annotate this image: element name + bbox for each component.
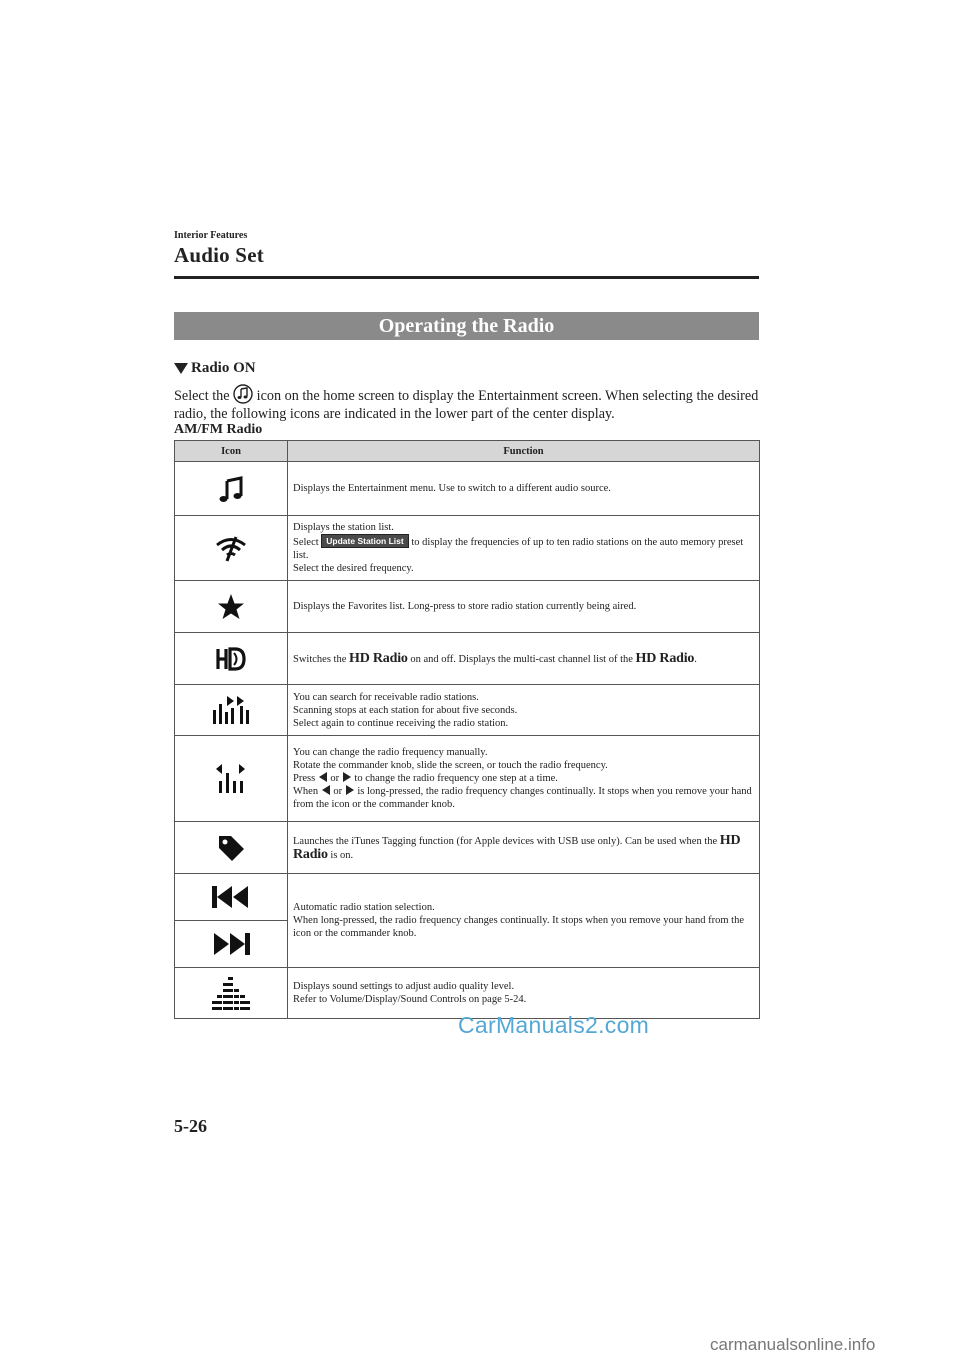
column-header-function: Function [288,441,760,462]
left-arrow-icon [319,772,327,782]
function-description: Automatic radio station selection. When long-pressed, the radio frequency changes continually. It stops when you remove your hand from the icon or the commander knob. [288,874,760,968]
seek-back-icon [210,883,252,911]
intro-paragraph [174,384,764,423]
entertainment-icon [233,384,253,404]
watermark: CarManuals2.com [458,1012,650,1038]
function-description: Switches the HD Radio on and off. Displays the multi-cast channel list of the HD Radio. [288,633,760,685]
table-header-row [175,441,760,462]
hd-radio-logo: HD Radio [349,650,408,666]
scan-icon [211,694,251,726]
sound-settings-icon [211,975,251,1011]
column-header-icon: Icon [175,441,288,462]
function-description: Displays the Favorites list. Long-press to store radio station currently being aired. [288,581,760,633]
intro-text-start: Select the [174,388,234,404]
function-description: Launches the iTunes Tagging function (for Apple devices with USB use only). Can be used when the HD Radio is on. [288,822,760,874]
star-icon [217,593,245,621]
table-row [175,874,760,968]
triangle-marker-icon [174,363,188,374]
hd-radio-icon [215,645,247,673]
table-row [175,685,760,736]
page-title: Audio Set [174,243,264,267]
subheading [174,360,256,377]
function-description: Displays the station list. Select Update Station List to display the frequencies of up to ten radio stations on the auto memory preset list. Select the desired frequency. [288,516,760,581]
page-number: 5-26 [174,1116,207,1136]
function-description: You can change the radio frequency manually. Rotate the commander knob, slide the screen, or touch the radio frequency. Press or to change the radio frequency one step at a time. When or is long-pressed, the radio frequency changes continually. It stops when you remove your hand from the icon or the commander knob. [288,736,760,822]
function-table [174,440,760,1019]
function-description: Displays sound settings to adjust audio quality level. Refer to Volume/Display/Sound Controls on page 5-24. [288,968,760,1019]
table-row [175,462,760,516]
table-row [175,581,760,633]
table-row [175,516,760,581]
section-label: Interior Features [174,230,248,241]
table-row [175,822,760,874]
update-station-list-button: Update Station List [321,534,408,548]
right-arrow-icon [343,772,351,782]
table-row [175,736,760,822]
subheading-text: Radio ON [191,360,256,376]
function-description: Displays the Entertainment menu. Use to switch to a different audio source. [288,462,760,516]
hd-radio-logo: HD Radio [635,650,695,666]
manual-tune-icon [213,761,249,797]
right-arrow-icon [346,785,354,795]
tag-icon [216,833,246,863]
table-title: AM/FM Radio [174,422,263,437]
left-arrow-icon [322,785,330,795]
seek-forward-icon [210,930,252,958]
radio-signal-icon [214,533,248,563]
table-row [175,633,760,685]
footer-site-watermark: carmanualsonline.info [710,1335,876,1354]
intro-text-end: icon on the home screen to display the Entertainment screen. When selecting the desired radio, the following icons are indicated in the lower part of the center display. [174,388,759,422]
function-description: You can search for receivable radio stations. Scanning stops at each station for about five seconds. Select again to continue receiving the radio station. [288,685,760,736]
hd-radio-logo: HD Radio [293,832,741,862]
heading-divider [174,276,759,279]
table-row [175,968,760,1019]
music-note-icon [216,474,246,504]
section-banner: Operating the Radio [174,312,759,340]
